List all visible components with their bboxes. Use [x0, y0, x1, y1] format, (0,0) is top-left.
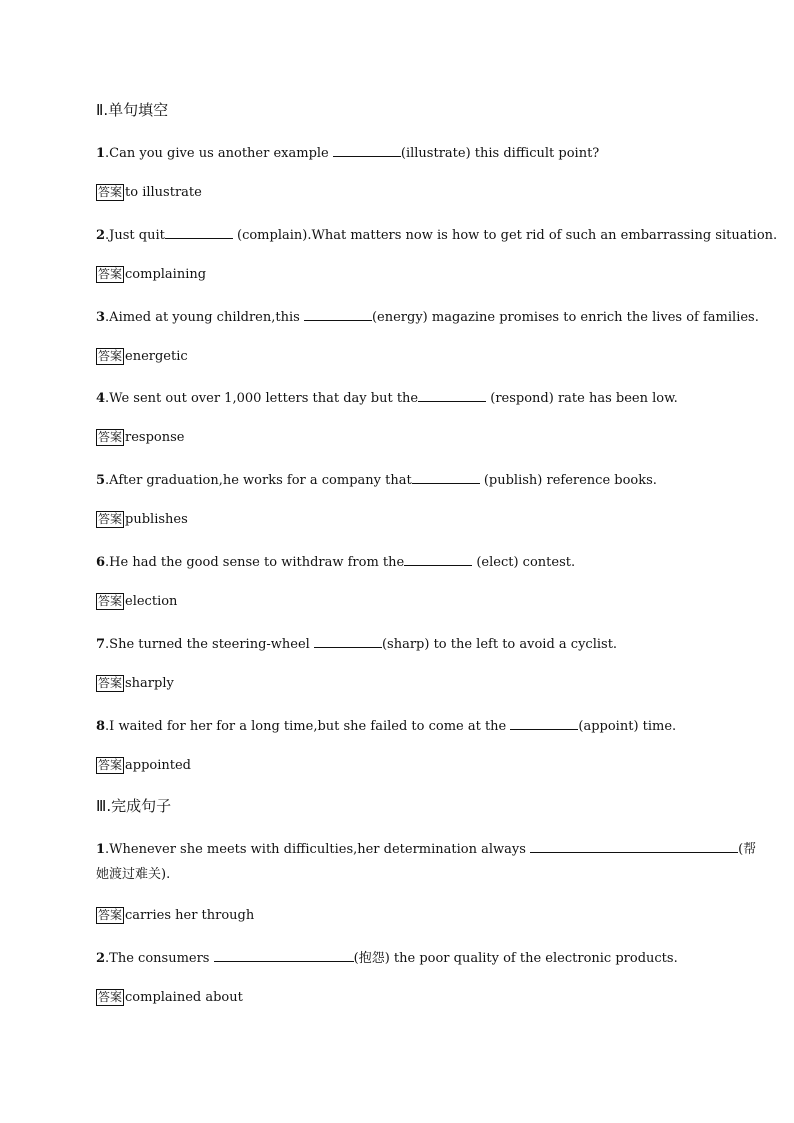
answer-blank: [418, 389, 486, 402]
answer-text: energetic: [125, 349, 188, 364]
question-text: .He had the good sense to withdraw from the: [105, 555, 405, 570]
question-5: [96, 471, 657, 489]
question-text: (complain).What matters now is how to get rid of such an embarrassing situation.: [232, 228, 778, 243]
question-text: (energy) magazine promises to enrich the lives of families.: [371, 310, 759, 325]
question-number: 2: [96, 951, 106, 966]
question-text: .Aimed at young children,this: [105, 310, 304, 325]
answer-blank: [214, 949, 354, 962]
question-1: [96, 144, 599, 162]
question-text: (publish) reference books.: [479, 473, 657, 488]
question-text: .After graduation,he works for a company that: [105, 473, 412, 488]
answer-6: [96, 593, 177, 610]
answer-blank: [510, 717, 578, 730]
answer-label-badge: 答案: [98, 267, 123, 281]
answer-blank: [165, 226, 233, 239]
answer-text: complaining: [125, 267, 207, 282]
sentence-question-1: [96, 840, 756, 858]
answer-label-badge: 答案: [98, 185, 123, 199]
sentence-answer-2: [96, 989, 243, 1006]
answer-text: response: [125, 430, 185, 445]
sentence-question-2: [96, 949, 678, 967]
question-number: 6: [96, 555, 106, 570]
question-text: .Whenever she meets with difficulties,her determination always: [105, 842, 531, 857]
question-text: .The consumers: [105, 951, 214, 966]
sentence-answer-1: [96, 907, 254, 924]
section-2-title: Ⅱ.单句填空: [96, 101, 169, 119]
answer-blank: [404, 553, 472, 566]
question-text: (respond) rate has been low.: [486, 391, 678, 406]
answer-text: carries her through: [125, 908, 255, 923]
answer-text: publishes: [125, 512, 188, 527]
answer-label-badge: 答案: [98, 908, 123, 922]
answer-blank: [304, 308, 372, 321]
answer-blank: [333, 144, 401, 157]
question-4: [96, 389, 678, 407]
answer-blank: [530, 840, 738, 853]
answer-label-badge: 答案: [98, 990, 123, 1004]
question-6: [96, 553, 575, 571]
answer-label-badge: 答案: [98, 349, 123, 363]
question-number: 1: [96, 842, 106, 857]
answer-label-badge: 答案: [98, 512, 123, 526]
answer-text: complained about: [125, 990, 243, 1005]
question-3: [96, 308, 759, 326]
question-text: (illustrate) this difficult point?: [400, 146, 600, 161]
answer-blank: [314, 635, 382, 648]
question-number: 8: [96, 719, 106, 734]
question-text: .We sent out over 1,000 letters that day but the: [105, 391, 419, 406]
question-text: .Just quit: [105, 228, 165, 243]
question-number: 2: [96, 228, 106, 243]
question-text: (appoint) time.: [578, 719, 677, 734]
answer-7: [96, 675, 174, 692]
question-text: .Can you give us another example: [105, 146, 333, 161]
question-8: [96, 717, 676, 735]
answer-8: [96, 757, 191, 774]
answer-label-badge: 答案: [98, 430, 123, 444]
question-text: (sharp) to the left to avoid a cyclist.: [381, 637, 618, 652]
question-text: (抱怨) the poor quality of the electronic products.: [353, 951, 678, 966]
answer-label-badge: 答案: [98, 676, 123, 690]
question-text: .She turned the steering-wheel: [105, 637, 314, 652]
answer-4: [96, 429, 184, 446]
answer-text: to illustrate: [125, 185, 202, 200]
answer-5: [96, 511, 188, 528]
question-number: 5: [96, 473, 106, 488]
question-text: (帮: [738, 842, 757, 857]
answer-2: [96, 266, 206, 283]
answer-3: [96, 348, 188, 365]
sentence-question-1-continued: [96, 867, 170, 883]
question-text: (elect) contest.: [472, 555, 576, 570]
question-7: [96, 635, 617, 653]
question-number: 1: [96, 146, 106, 161]
question-text: 她渡过难关).: [96, 867, 171, 882]
section-3-title: Ⅲ.完成句子: [96, 797, 172, 815]
question-number: 3: [96, 310, 106, 325]
question-text: .I waited for her for a long time,but she failed to come at the: [105, 719, 511, 734]
answer-blank: [412, 471, 480, 484]
question-2: [96, 226, 777, 244]
answer-label-badge: 答案: [98, 758, 123, 772]
answer-text: appointed: [125, 758, 192, 773]
question-number: 4: [96, 391, 106, 406]
answer-1: [96, 184, 202, 201]
answer-label-badge: 答案: [98, 594, 123, 608]
question-number: 7: [96, 637, 106, 652]
answer-text: election: [125, 594, 178, 609]
answer-text: sharply: [125, 676, 174, 691]
